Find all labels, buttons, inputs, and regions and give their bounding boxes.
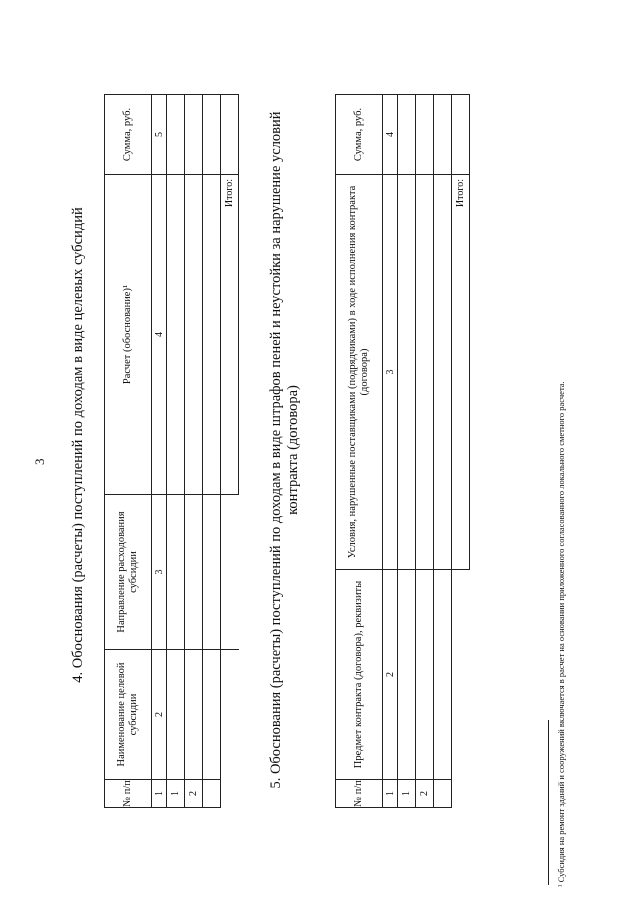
table-header-row — [336, 95, 383, 808]
table-cell — [185, 175, 203, 495]
footnote: ¹ Субсидия на ремонт зданий и сооружений включается в расчет на основании приложенного согласованного локального сметного расчета. — [556, 381, 566, 887]
table-cell — [167, 95, 185, 175]
table-row — [203, 95, 221, 808]
col-number: 4 — [152, 175, 167, 495]
table-cell — [167, 175, 185, 495]
table-cell — [203, 95, 221, 175]
col-header: Направление расходования субсидии — [105, 495, 152, 650]
section4-table — [104, 94, 239, 808]
table-cell — [185, 95, 203, 175]
col-header: Наименование целевой субсидии — [105, 650, 152, 780]
section4-title: 4. Обоснования (расчеты) поступлений по доходам в виде целевых субсидий — [70, 207, 86, 683]
table-cell — [398, 175, 416, 570]
row-number: 2 — [416, 780, 434, 808]
table-cell — [203, 495, 221, 650]
table-cell — [416, 175, 434, 570]
col-number: 4 — [383, 95, 398, 175]
col-number: 3 — [383, 175, 398, 570]
table-row — [185, 95, 203, 808]
table-cell — [398, 95, 416, 175]
col-header: Сумма, руб. — [336, 95, 383, 175]
row-number: 2 — [185, 780, 203, 808]
col-header: № п/п — [105, 780, 152, 808]
col-number: 1 — [152, 780, 167, 808]
table-cell — [398, 570, 416, 780]
table-row — [398, 95, 416, 808]
total-row — [452, 95, 470, 808]
col-number: 2 — [152, 650, 167, 780]
table-cell — [185, 495, 203, 650]
col-header: Расчет (обоснование)¹ — [105, 175, 152, 495]
column-number-row — [152, 95, 167, 808]
table-row — [434, 95, 452, 808]
total-label: Итого: — [221, 175, 239, 495]
table-cell — [203, 175, 221, 495]
table-cell — [203, 650, 221, 780]
col-number: 2 — [383, 570, 398, 780]
column-number-row — [383, 95, 398, 808]
footnote-separator — [548, 720, 549, 885]
table-cell — [416, 570, 434, 780]
table-row — [416, 95, 434, 808]
row-number: 1 — [398, 780, 416, 808]
table-cell — [185, 650, 203, 780]
row-number — [203, 780, 221, 808]
section5-table — [335, 94, 470, 808]
col-number: 3 — [152, 495, 167, 650]
col-header: № п/п — [336, 780, 383, 808]
col-header: Предмет контракта (договора), реквизиты — [336, 570, 383, 780]
total-row — [221, 95, 239, 808]
row-number — [434, 780, 452, 808]
total-value — [452, 95, 470, 175]
table-cell — [167, 495, 185, 650]
total-label: Итого: — [452, 175, 470, 570]
row-number: 1 — [167, 780, 185, 808]
page-number: 3 — [32, 458, 47, 465]
table-cell — [434, 570, 452, 780]
section5-title: 5. Обоснования (расчеты) поступлений по доходам в виде штрафов пеней и неустойки за нарушение условий контракта (договора) — [268, 111, 301, 789]
total-value — [221, 95, 239, 175]
table-cell — [434, 175, 452, 570]
table-row — [167, 95, 185, 808]
col-header: Сумма, руб. — [105, 95, 152, 175]
table-header-row — [105, 95, 152, 808]
col-number: 5 — [152, 95, 167, 175]
col-number: 1 — [383, 780, 398, 808]
table-cell — [167, 650, 185, 780]
col-header: Условия, нарушенные поставщиками (подрядчиками) в ходе исполнения контракта (договора) — [336, 175, 383, 570]
table-cell — [416, 95, 434, 175]
table-cell — [434, 95, 452, 175]
